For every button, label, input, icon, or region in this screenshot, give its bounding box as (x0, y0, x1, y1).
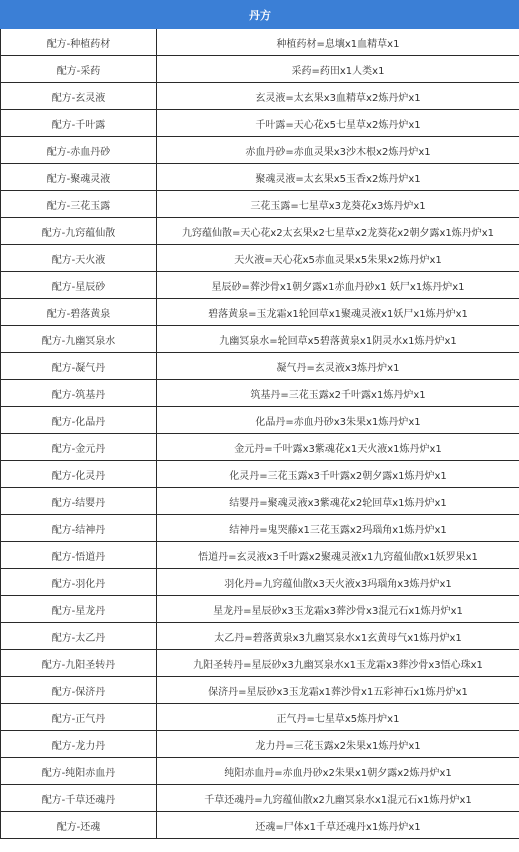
table-row (1, 380, 519, 407)
recipe-formula-cell: 筑基丹=三花玉露x2千叶露x1炼丹炉x1 (157, 380, 519, 407)
recipe-name-cell: 配方-玄灵液 (1, 83, 157, 110)
recipe-name-cell: 配方-凝气丹 (1, 353, 157, 380)
recipe-formula-cell: 九幽冥泉水=轮回草x5碧落黄泉x1阴灵水x1炼丹炉x1 (157, 326, 519, 353)
recipe-formula-cell: 九窍蕴仙散=天心花x2太玄果x2七星草x2龙葵花x2朝夕露x1炼丹炉x1 (157, 218, 519, 245)
recipe-name-cell: 配方-结婴丹 (1, 488, 157, 515)
recipe-formula-cell: 保济丹=星辰砂x3玉龙霜x1葬沙骨x1五彩神石x1炼丹炉x1 (157, 677, 519, 704)
table-row (1, 83, 519, 110)
recipe-name-cell: 配方-天火液 (1, 245, 157, 272)
table-body (1, 29, 519, 839)
recipe-formula-cell: 星龙丹=星辰砂x3玉龙霜x3葬沙骨x3混元石x1炼丹炉x1 (157, 596, 519, 623)
table-header-row (1, 1, 519, 29)
recipe-formula-cell: 化灵丹=三花玉露x3千叶露x2朝夕露x1炼丹炉x1 (157, 461, 519, 488)
recipe-name-cell: 配方-羽化丹 (1, 569, 157, 596)
recipe-name-cell: 配方-悟道丹 (1, 542, 157, 569)
table-row (1, 812, 519, 839)
recipe-formula-cell: 龙力丹=三花玉露x2朱果x1炼丹炉x1 (157, 731, 519, 758)
recipe-name-cell: 配方-九阳圣转丹 (1, 650, 157, 677)
table-row (1, 596, 519, 623)
table-row (1, 515, 519, 542)
recipe-name-cell: 配方-三花玉露 (1, 191, 157, 218)
table-row (1, 677, 519, 704)
table-row (1, 164, 519, 191)
table-row (1, 29, 519, 56)
table-row (1, 191, 519, 218)
recipe-name-cell: 配方-正气丹 (1, 704, 157, 731)
recipe-name-cell: 配方-赤血丹砂 (1, 137, 157, 164)
recipe-name-cell: 配方-还魂 (1, 812, 157, 839)
recipe-formula-cell: 采药=药田x1人类x1 (157, 56, 519, 83)
recipe-formula-cell: 星辰砂=葬沙骨x1朝夕露x1赤血丹砂x1 妖尸x1炼丹炉x1 (157, 272, 519, 299)
table-row (1, 434, 519, 461)
recipe-formula-cell: 千叶露=天心花x5七星草x2炼丹炉x1 (157, 110, 519, 137)
recipe-formula-cell: 化晶丹=赤血丹砂x3朱果x1炼丹炉x1 (157, 407, 519, 434)
recipe-name-cell: 配方-化灵丹 (1, 461, 157, 488)
table-row (1, 56, 519, 83)
table-row (1, 758, 519, 785)
table-row (1, 218, 519, 245)
recipe-formula-cell: 还魂=尸体x1千草还魂丹x1炼丹炉x1 (157, 812, 519, 839)
recipe-formula-cell: 种植药材=息壤x1血精草x1 (157, 29, 519, 56)
recipe-formula-cell: 三花玉露=七星草x3龙葵花x3炼丹炉x1 (157, 191, 519, 218)
table-row (1, 326, 519, 353)
recipe-formula-cell: 结神丹=鬼哭藤x1三花玉露x2玛瑙角x1炼丹炉x1 (157, 515, 519, 542)
table-row (1, 353, 519, 380)
recipe-name-cell: 配方-采药 (1, 56, 157, 83)
table-title: 丹方 (1, 1, 519, 29)
recipe-name-cell: 配方-种植药材 (1, 29, 157, 56)
recipe-name-cell: 配方-碧落黄泉 (1, 299, 157, 326)
recipe-name-cell: 配方-龙力丹 (1, 731, 157, 758)
recipe-name-cell: 配方-纯阳赤血丹 (1, 758, 157, 785)
table-row (1, 137, 519, 164)
table-row (1, 110, 519, 137)
table-row (1, 704, 519, 731)
recipe-formula-cell: 纯阳赤血丹=赤血丹砂x2朱果x1朝夕露x2炼丹炉x1 (157, 758, 519, 785)
table-row (1, 650, 519, 677)
recipe-name-cell: 配方-星辰砂 (1, 272, 157, 299)
recipe-formula-cell: 玄灵液=太玄果x3血精草x2炼丹炉x1 (157, 83, 519, 110)
recipe-name-cell: 配方-星龙丹 (1, 596, 157, 623)
recipe-name-cell: 配方-九幽冥泉水 (1, 326, 157, 353)
recipe-formula-cell: 太乙丹=碧落黄泉x3九幽冥泉水x1玄黄母气x1炼丹炉x1 (157, 623, 519, 650)
table-row (1, 731, 519, 758)
recipe-formula-cell: 结婴丹=聚魂灵液x3紫魂花x2轮回草x1炼丹炉x1 (157, 488, 519, 515)
recipe-formula-cell: 千草还魂丹=九窍蕴仙散x2九幽冥泉水x1混元石x1炼丹炉x1 (157, 785, 519, 812)
recipe-name-cell: 配方-保济丹 (1, 677, 157, 704)
table-row (1, 299, 519, 326)
recipe-name-cell: 配方-金元丹 (1, 434, 157, 461)
table-row (1, 245, 519, 272)
table-row (1, 569, 519, 596)
table-row (1, 407, 519, 434)
recipe-formula-cell: 天火液=天心花x5赤血灵果x5朱果x2炼丹炉x1 (157, 245, 519, 272)
table-row (1, 488, 519, 515)
recipe-formula-cell: 正气丹=七星草x5炼丹炉x1 (157, 704, 519, 731)
table-row (1, 272, 519, 299)
recipe-formula-cell: 羽化丹=九窍蕴仙散x3天火液x3玛瑙角x3炼丹炉x1 (157, 569, 519, 596)
recipe-name-cell: 配方-太乙丹 (1, 623, 157, 650)
recipe-formula-cell: 碧落黄泉=玉龙霜x1轮回草x1聚魂灵液x1妖尸x1炼丹炉x1 (157, 299, 519, 326)
recipe-name-cell: 配方-聚魂灵液 (1, 164, 157, 191)
recipe-name-cell: 配方-千叶露 (1, 110, 157, 137)
recipe-formula-cell: 金元丹=千叶露x3紫魂花x1天火液x1炼丹炉x1 (157, 434, 519, 461)
recipe-name-cell: 配方-千草还魂丹 (1, 785, 157, 812)
recipe-name-cell: 配方-化晶丹 (1, 407, 157, 434)
recipe-name-cell: 配方-结神丹 (1, 515, 157, 542)
recipe-formula-cell: 九阳圣转丹=星辰砂x3九幽冥泉水x1玉龙霜x3葬沙骨x3悟心珠x1 (157, 650, 519, 677)
recipe-formula-cell: 聚魂灵液=太玄果x5玉香x2炼丹炉x1 (157, 164, 519, 191)
recipe-name-cell: 配方-筑基丹 (1, 380, 157, 407)
table-row (1, 461, 519, 488)
recipe-formula-cell: 凝气丹=玄灵液x3炼丹炉x1 (157, 353, 519, 380)
recipe-name-cell: 配方-九窍蕴仙散 (1, 218, 157, 245)
table-row (1, 623, 519, 650)
recipe-formula-cell: 赤血丹砂=赤血灵果x3沙木根x2炼丹炉x1 (157, 137, 519, 164)
table-row (1, 542, 519, 569)
table-row (1, 785, 519, 812)
recipe-formula-cell: 悟道丹=玄灵液x3千叶露x2聚魂灵液x1九窍蕴仙散x1妖罗果x1 (157, 542, 519, 569)
